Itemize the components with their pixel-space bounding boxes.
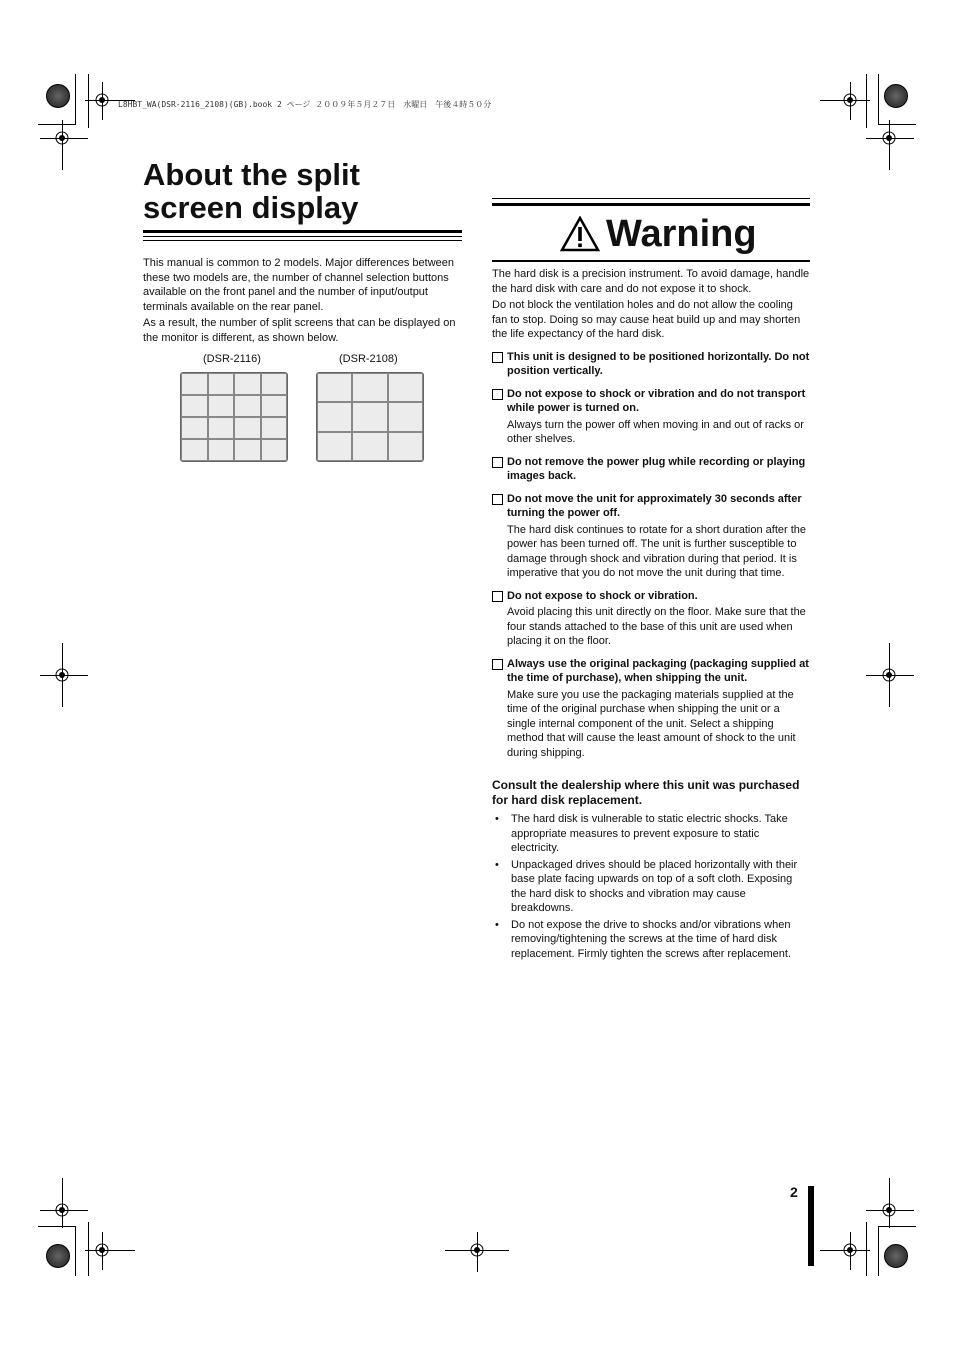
crosshair-icon: [880, 129, 898, 147]
warning-item: [492, 387, 810, 447]
split-screen-9-diagram: [316, 372, 424, 462]
split-cell: [181, 373, 208, 395]
split-cell: [261, 439, 288, 461]
warning-triangle-icon: [560, 216, 600, 252]
split-screen-16-diagram: [180, 372, 288, 462]
bullet-dot: •: [495, 813, 499, 825]
checkbox-icon: [492, 659, 503, 670]
split-cell: [261, 395, 288, 417]
bullet-item: [492, 858, 810, 916]
warning-items: [492, 350, 810, 761]
split-cell: [352, 402, 387, 431]
warning-item-heading: Always use the original packaging (packaging supplied at the time of purchase), when shipping the unit.: [507, 657, 809, 684]
split-cell: [352, 373, 387, 402]
intro-text: [143, 256, 463, 347]
warning-item-description: Always turn the power off when moving in and out of racks or other shelves.: [507, 418, 804, 445]
crosshair-icon: [93, 91, 111, 109]
crosshair-icon: [53, 129, 71, 147]
warning-item: [492, 492, 810, 581]
split-cell: [234, 373, 261, 395]
warning-item-description: Make sure you use the packaging materials supplied at the time of the original purchase when shipping the unit or a single internal component of the unit. Select a shipping method that will cause the least amount of shock to the unit during shipping.: [507, 688, 796, 759]
registration-dial-icon: [46, 84, 70, 108]
warning-item-heading: Do not expose to shock or vibration.: [507, 589, 698, 602]
warning-item: [492, 589, 810, 649]
crosshair-icon: [53, 1201, 71, 1219]
warning-item-description: The hard disk continues to rotate for a short duration after the power has been turned off. The unit is further susceptible to damage through shock and vibration during that period. It is imperative that you do not move the unit during that time.: [507, 523, 807, 579]
crosshair-icon: [880, 666, 898, 684]
warning-item-heading: Do not remove the power plug while recording or playing images back.: [507, 455, 806, 482]
warning-item: [492, 350, 810, 379]
crosshair-icon: [468, 1241, 486, 1259]
warning-item-body: [507, 455, 810, 484]
crosshair-icon: [841, 1241, 859, 1259]
warning-intro-2: Do not block the ventilation holes and do not allow the cooling fan to stop. Doing so may cause heat build up and may shorten the life expectancy of the hard disk.: [492, 299, 801, 340]
split-cell: [181, 395, 208, 417]
split-cell: [208, 417, 235, 439]
section-title: [143, 158, 463, 224]
split-cell: [208, 373, 235, 395]
warning-heading: [560, 212, 757, 256]
crosshair-icon: [93, 1241, 111, 1259]
bullet-item: [492, 918, 810, 962]
print-header: L8HBT_WA(DSR-2116_2108)(GB).book 2 ページ ２００９年５月２７日 水曜日 午後４時５０分: [118, 100, 492, 109]
warning-content: [492, 267, 810, 963]
warning-item-heading: Do not move the unit for approximately 30 seconds after turning the power off.: [507, 492, 802, 519]
checkbox-icon: [492, 591, 503, 602]
split-cell: [388, 402, 423, 431]
registration-dial-icon: [884, 84, 908, 108]
warning-intro-1: The hard disk is a precision instrument. To avoid damage, handle the hard disk with care and do not expose it to shock.: [492, 268, 810, 295]
title-line-1: About the split: [143, 157, 360, 192]
bullet-text: The hard disk is vulnerable to static electric shocks. Take appropriate measures to prevent exposure to static electricity.: [511, 813, 788, 854]
page-number: 2: [790, 1184, 798, 1200]
warning-title: Warning: [606, 213, 757, 255]
title-line-2: screen display: [143, 190, 359, 225]
split-cell: [261, 417, 288, 439]
split-cell: [234, 439, 261, 461]
split-cell: [388, 432, 423, 461]
split-cell: [208, 395, 235, 417]
bullet-dot: •: [495, 918, 499, 931]
intro-paragraph-1: This manual is common to 2 models. Major differences between these two models are, the number of channel selection buttons available on the front panel and the number of input/output terminals available on the rear panel.: [143, 257, 454, 313]
bullet-dot: •: [495, 858, 499, 871]
warning-item-description: Avoid placing this unit directly on the floor. Make sure that the four stands attached to the base of this unit are used when placing it on the floor.: [507, 606, 806, 647]
checkbox-icon: [492, 494, 503, 505]
split-cell: [208, 439, 235, 461]
page-edge-bar: [808, 1186, 814, 1266]
title-rule-thick: [143, 230, 462, 233]
model-label-dsr2108: (DSR-2108): [339, 353, 398, 365]
crosshair-icon: [841, 91, 859, 109]
model-label-dsr2116: (DSR-2116): [203, 353, 261, 365]
warning-item: [492, 455, 810, 484]
split-cell: [317, 402, 352, 431]
registration-dial-icon: [884, 1244, 908, 1268]
warning-item-body: [507, 387, 810, 447]
warning-underline: [492, 260, 810, 262]
split-cell: [317, 432, 352, 461]
warning-item-body: [507, 657, 810, 761]
checkbox-icon: [492, 352, 503, 363]
warning-item-heading: This unit is designed to be positioned horizontally. Do not position vertically.: [507, 350, 810, 377]
split-cell: [352, 432, 387, 461]
replacement-bullets: [492, 812, 810, 961]
warning-item-body: [507, 350, 810, 379]
warning-rule-thin: [492, 198, 810, 199]
checkbox-icon: [492, 457, 503, 468]
title-rule-thin: [143, 240, 462, 241]
split-cell: [234, 395, 261, 417]
intro-paragraph-2: As a result, the number of split screens that can be displayed on the monitor is different, as shown below.: [143, 317, 456, 344]
warning-item-body: [507, 589, 810, 649]
title-rule-thin: [143, 236, 462, 237]
bullet-item: [492, 812, 810, 856]
registration-dial-icon: [46, 1244, 70, 1268]
checkbox-icon: [492, 389, 503, 400]
warning-rule-thick: [492, 203, 810, 206]
split-cell: [234, 417, 261, 439]
bullet-text: Do not expose the drive to shocks and/or vibrations when removing/tightening the screws at the time of hard disk replacement. Firmly tighten the screws after replacement.: [511, 918, 792, 960]
warning-item-heading: Do not expose to shock or vibration and do not transport while power is turned on.: [507, 387, 806, 414]
crosshair-icon: [880, 1201, 898, 1219]
split-cell: [261, 373, 288, 395]
warning-item-body: [507, 492, 810, 581]
split-cell: [317, 373, 352, 402]
crosshair-icon: [53, 666, 71, 684]
bullet-text: Unpackaged drives should be placed horizontally with their base plate facing upwards on top of a soft cloth. Exposing the hard disk to shocks and vibration may cause breakdowns.: [511, 858, 798, 914]
warning-item: [492, 657, 810, 761]
split-cell: [388, 373, 423, 402]
split-cell: [181, 439, 208, 461]
split-cell: [181, 417, 208, 439]
consult-heading: Consult the dealership where this unit was purchased for hard disk replacement.: [492, 778, 800, 807]
